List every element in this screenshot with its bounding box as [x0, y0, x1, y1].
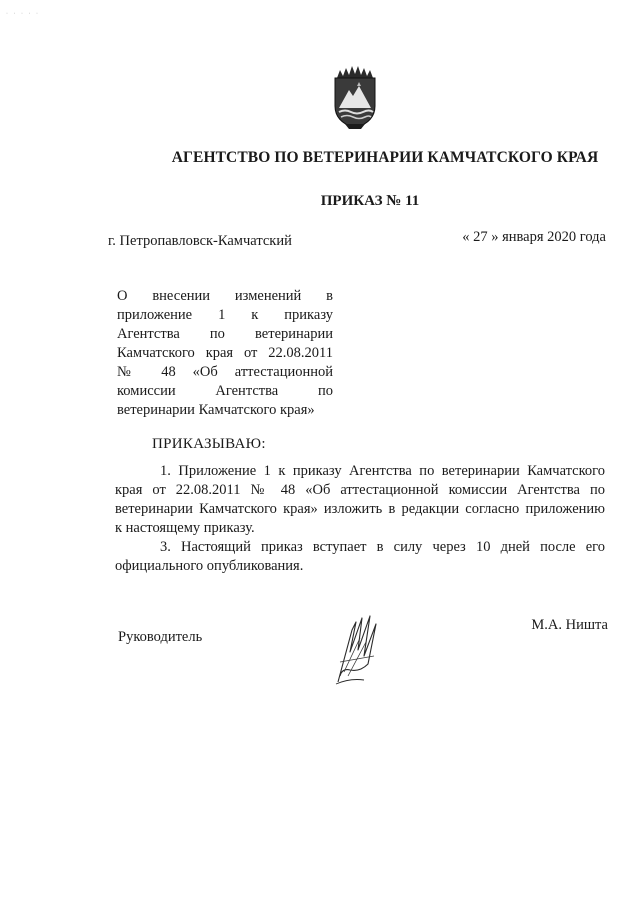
- paragraph-line: ветеринарии Камчатского края» изложить в редакции согласно приложению: [115, 501, 605, 517]
- subject-line: № 48 «Об аттестационной: [117, 364, 333, 380]
- order-paragraph-2: [115, 538, 605, 576]
- city-label: г. Петропавловск-Камчатский: [108, 233, 292, 249]
- subject-line: Камчатского края от 22.08.2011: [117, 345, 333, 361]
- order-title: ПРИКАЗ № 11: [320, 193, 420, 209]
- order-paragraph-1: [115, 462, 605, 538]
- date-suffix: года: [579, 229, 606, 245]
- subject-line: ветеринарии Камчатского края»: [117, 402, 315, 418]
- date-day: 27: [473, 229, 488, 245]
- order-subject: [117, 287, 333, 420]
- date-close-quote: »: [491, 229, 499, 245]
- subject-line: комиссии Агентства по: [117, 383, 333, 399]
- paragraph-line: к настоящему приказу.: [115, 520, 255, 536]
- paragraph-line: края от 22.08.2011 № 48 «Об аттестационной комиссии Агентства по: [115, 482, 605, 498]
- paragraph-line: 1. Приложение 1 к приказу Агентства по ветеринарии Камчатского: [160, 463, 605, 479]
- subject-line: приложение 1 к приказу: [117, 307, 333, 323]
- date-open-quote: «: [462, 229, 470, 245]
- order-command: ПРИКАЗЫВАЮ:: [152, 436, 266, 452]
- date-month: января: [502, 229, 544, 245]
- signature-icon: [330, 612, 386, 688]
- subject-line: О внесении изменений в: [117, 288, 333, 304]
- scan-artifact: · · · · ·: [6, 11, 40, 17]
- date-year: 2020: [547, 229, 577, 245]
- order-date: [416, 229, 606, 246]
- paragraph-line: официального опубликования.: [115, 558, 304, 574]
- paragraph-line: 3. Настоящий приказ вступает в силу через 10 дней после его: [160, 539, 605, 555]
- signer-name: М.А. Ништа: [531, 617, 608, 633]
- signature-role: Руководитель: [118, 629, 203, 645]
- agency-name: АГЕНТСТВО ПО ВЕТЕРИНАРИИ КАМЧАТСКОГО КРАЯ: [171, 149, 599, 166]
- subject-line: Агентства по ветеринарии: [117, 326, 333, 342]
- coat-of-arms-icon: [331, 60, 379, 130]
